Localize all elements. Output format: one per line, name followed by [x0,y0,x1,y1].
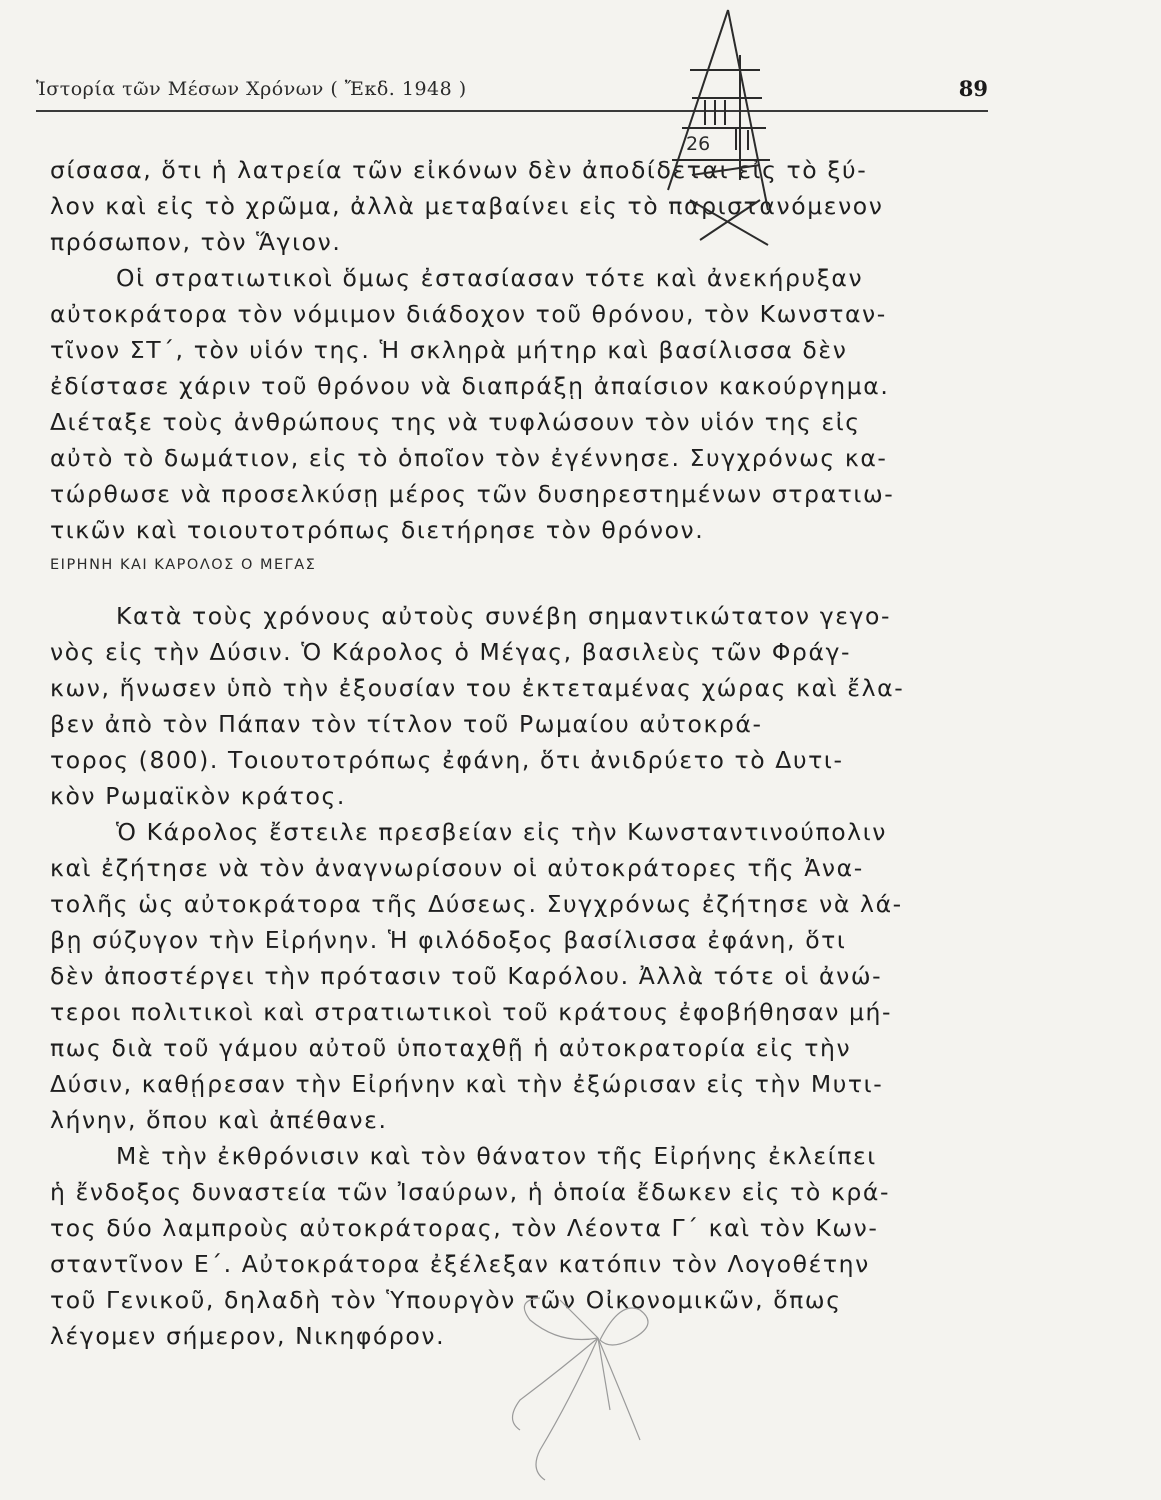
text-line: Ὁ Κάρολος ἔστειλε πρεσβείαν εἰς τὴν Κωνσταντινούπολιν [116,818,887,846]
text-line: Οἱ στρατιωτικοὶ ὅμως ἐστασίασαν τότε καὶ ἀνεκήρυξαν [116,264,864,292]
text-line: κὸν Ρωμαϊκὸν κράτος. [50,782,346,810]
text-line: καὶ ἐζήτησε νὰ τὸν ἀναγνωρίσουν οἱ αὐτοκράτορες τῆς Ἀνα- [50,854,864,882]
text-line: σταντῖνον Ε΄. Αὐτοκράτορα ἐξέλεξαν κατόπιν τὸν Λογοθέτην [50,1250,870,1278]
text-line: νὸς εἰς τὴν Δύσιν. Ὁ Κάρολος ὁ Μέγας, βασιλεὺς τῶν Φράγ- [50,638,852,666]
text-line: Διέταξε τοὺς ἀνθρώπους της νὰ τυφλώσουν τὸν υἱόν της εἰς [50,408,861,436]
text-line: τολῆς ὡς αὐτοκράτορα τῆς Δύσεως. Συγχρόνως ἐζήτησε νὰ λά- [50,890,903,918]
text-line: τορος (800). Τοιουτοτρόπως ἐφάνη, ὅτι ἀνιδρύετο τὸ Δυτι- [50,746,844,774]
text-line: Κατὰ τοὺς χρόνους αὐτοὺς συνέβη σημαντικώτατον γεγο- [116,602,892,630]
text-line: αὐτὸ τὸ δωμάτιον, εἰς τὸ ὁποῖον τὸν ἐγέννησε. Συγχρόνως κα- [50,444,888,472]
annotation-number: 26 [686,133,711,155]
text-line: τεροι πολιτικοὶ καὶ στρατιωτικοὶ τοῦ κράτους ἐφοβήθησαν μή- [50,998,893,1026]
text-line: βῃ σύζυγον τὴν Εἰρήνην. Ἡ φιλόδοξος βασίλισσα ἐφάνη, ὅτι [50,926,847,954]
page-number: 89 [958,76,988,101]
text-line: ἐδίστασε χάριν τοῦ θρόνου νὰ διαπράξῃ ἀπαίσιον κακούργημα. [50,372,890,400]
text-line: πως διὰ τοῦ γάμου αὐτοῦ ὑποταχθῇ ἡ αὐτοκρατορία εἰς τὴν [50,1034,852,1062]
text-line: λήνην, ὅπου καὶ ἀπέθανε. [50,1106,388,1134]
text-line: κων, ἥνωσεν ὑπὸ τὴν ἐξουσίαν του ἐκτεταμένας χώρας καὶ ἔλα- [50,674,905,702]
text-line: λέγομεν σήμερον, Νικηφόρον. [50,1322,446,1350]
text-line: λον καὶ εἰς τὸ χρῶμα, ἀλλὰ μεταβαίνει εἰς τὸ παριστανόμενον [50,192,884,220]
text-line: τος δύο λαμπροὺς αὐτοκράτορας, τὸν Λέοντα Γ΄ καὶ τὸν Κων- [50,1214,879,1242]
text-line: Δύσιν, καθῄρεσαν τὴν Εἰρήνην καὶ τὴν ἐξώρισαν εἰς τὴν Μυτι- [50,1070,884,1098]
text-line: βεν ἀπὸ τὸν Πάπαν τὸν τίτλον τοῦ Ρωμαίου αὐτοκρά- [50,710,763,738]
text-line: δὲν ἀποστέργει τὴν πρότασιν τοῦ Καρόλου. Ἀλλὰ τότε οἱ ἀνώ- [50,962,883,990]
text-line: Μὲ τὴν ἐκθρόνισιν καὶ τὸν θάνατον τῆς Εἰρήνης ἐκλείπει [116,1142,877,1170]
text-line: σίσασα, ὅτι ἡ λατρεία τῶν εἰκόνων δὲν ἀποδίδεται εἰς τὸ ξύ- [50,156,868,184]
text-line: τῖνον ΣΤ΄, τὸν υἱόν της. Ἡ σκληρὰ μήτηρ καὶ βασίλισσα δὲν [50,336,848,364]
text-line: τώρθωσε νὰ προσελκύσῃ μέρος τῶν δυσηρεστημένων στρατιω- [50,480,895,508]
book-title: Ἱστορία τῶν Μέσων Χρόνων ( Ἔκδ. 1948 ) [36,78,467,100]
text-line: τικῶν καὶ τοιουτοτρόπως διετήρησε τὸν θρόνον. [50,516,705,544]
text-line: τοῦ Γενικοῦ, δηλαδὴ τὸν Ὑπουργὸν τῶν Οἰκονομικῶν, ὅπως [50,1286,842,1314]
text-line: πρόσωπον, τὸν Ἅγιον. [50,228,342,256]
running-header [36,76,988,112]
text-line: ἡ ἔνδοξος δυναστεία τῶν Ἰσαύρων, ἡ ὁποία ἔδωκεν εἰς τὸ κρά- [50,1178,891,1206]
section-heading: ΕΙΡΗΝΗ ΚΑΙ ΚΑΡΟΛΟΣ Ο ΜΕΓΑΣ [50,557,317,573]
text-line: αὐτοκράτορα τὸν νόμιμον διάδοχον τοῦ θρόνου, τὸν Κωνσταν- [50,300,887,328]
